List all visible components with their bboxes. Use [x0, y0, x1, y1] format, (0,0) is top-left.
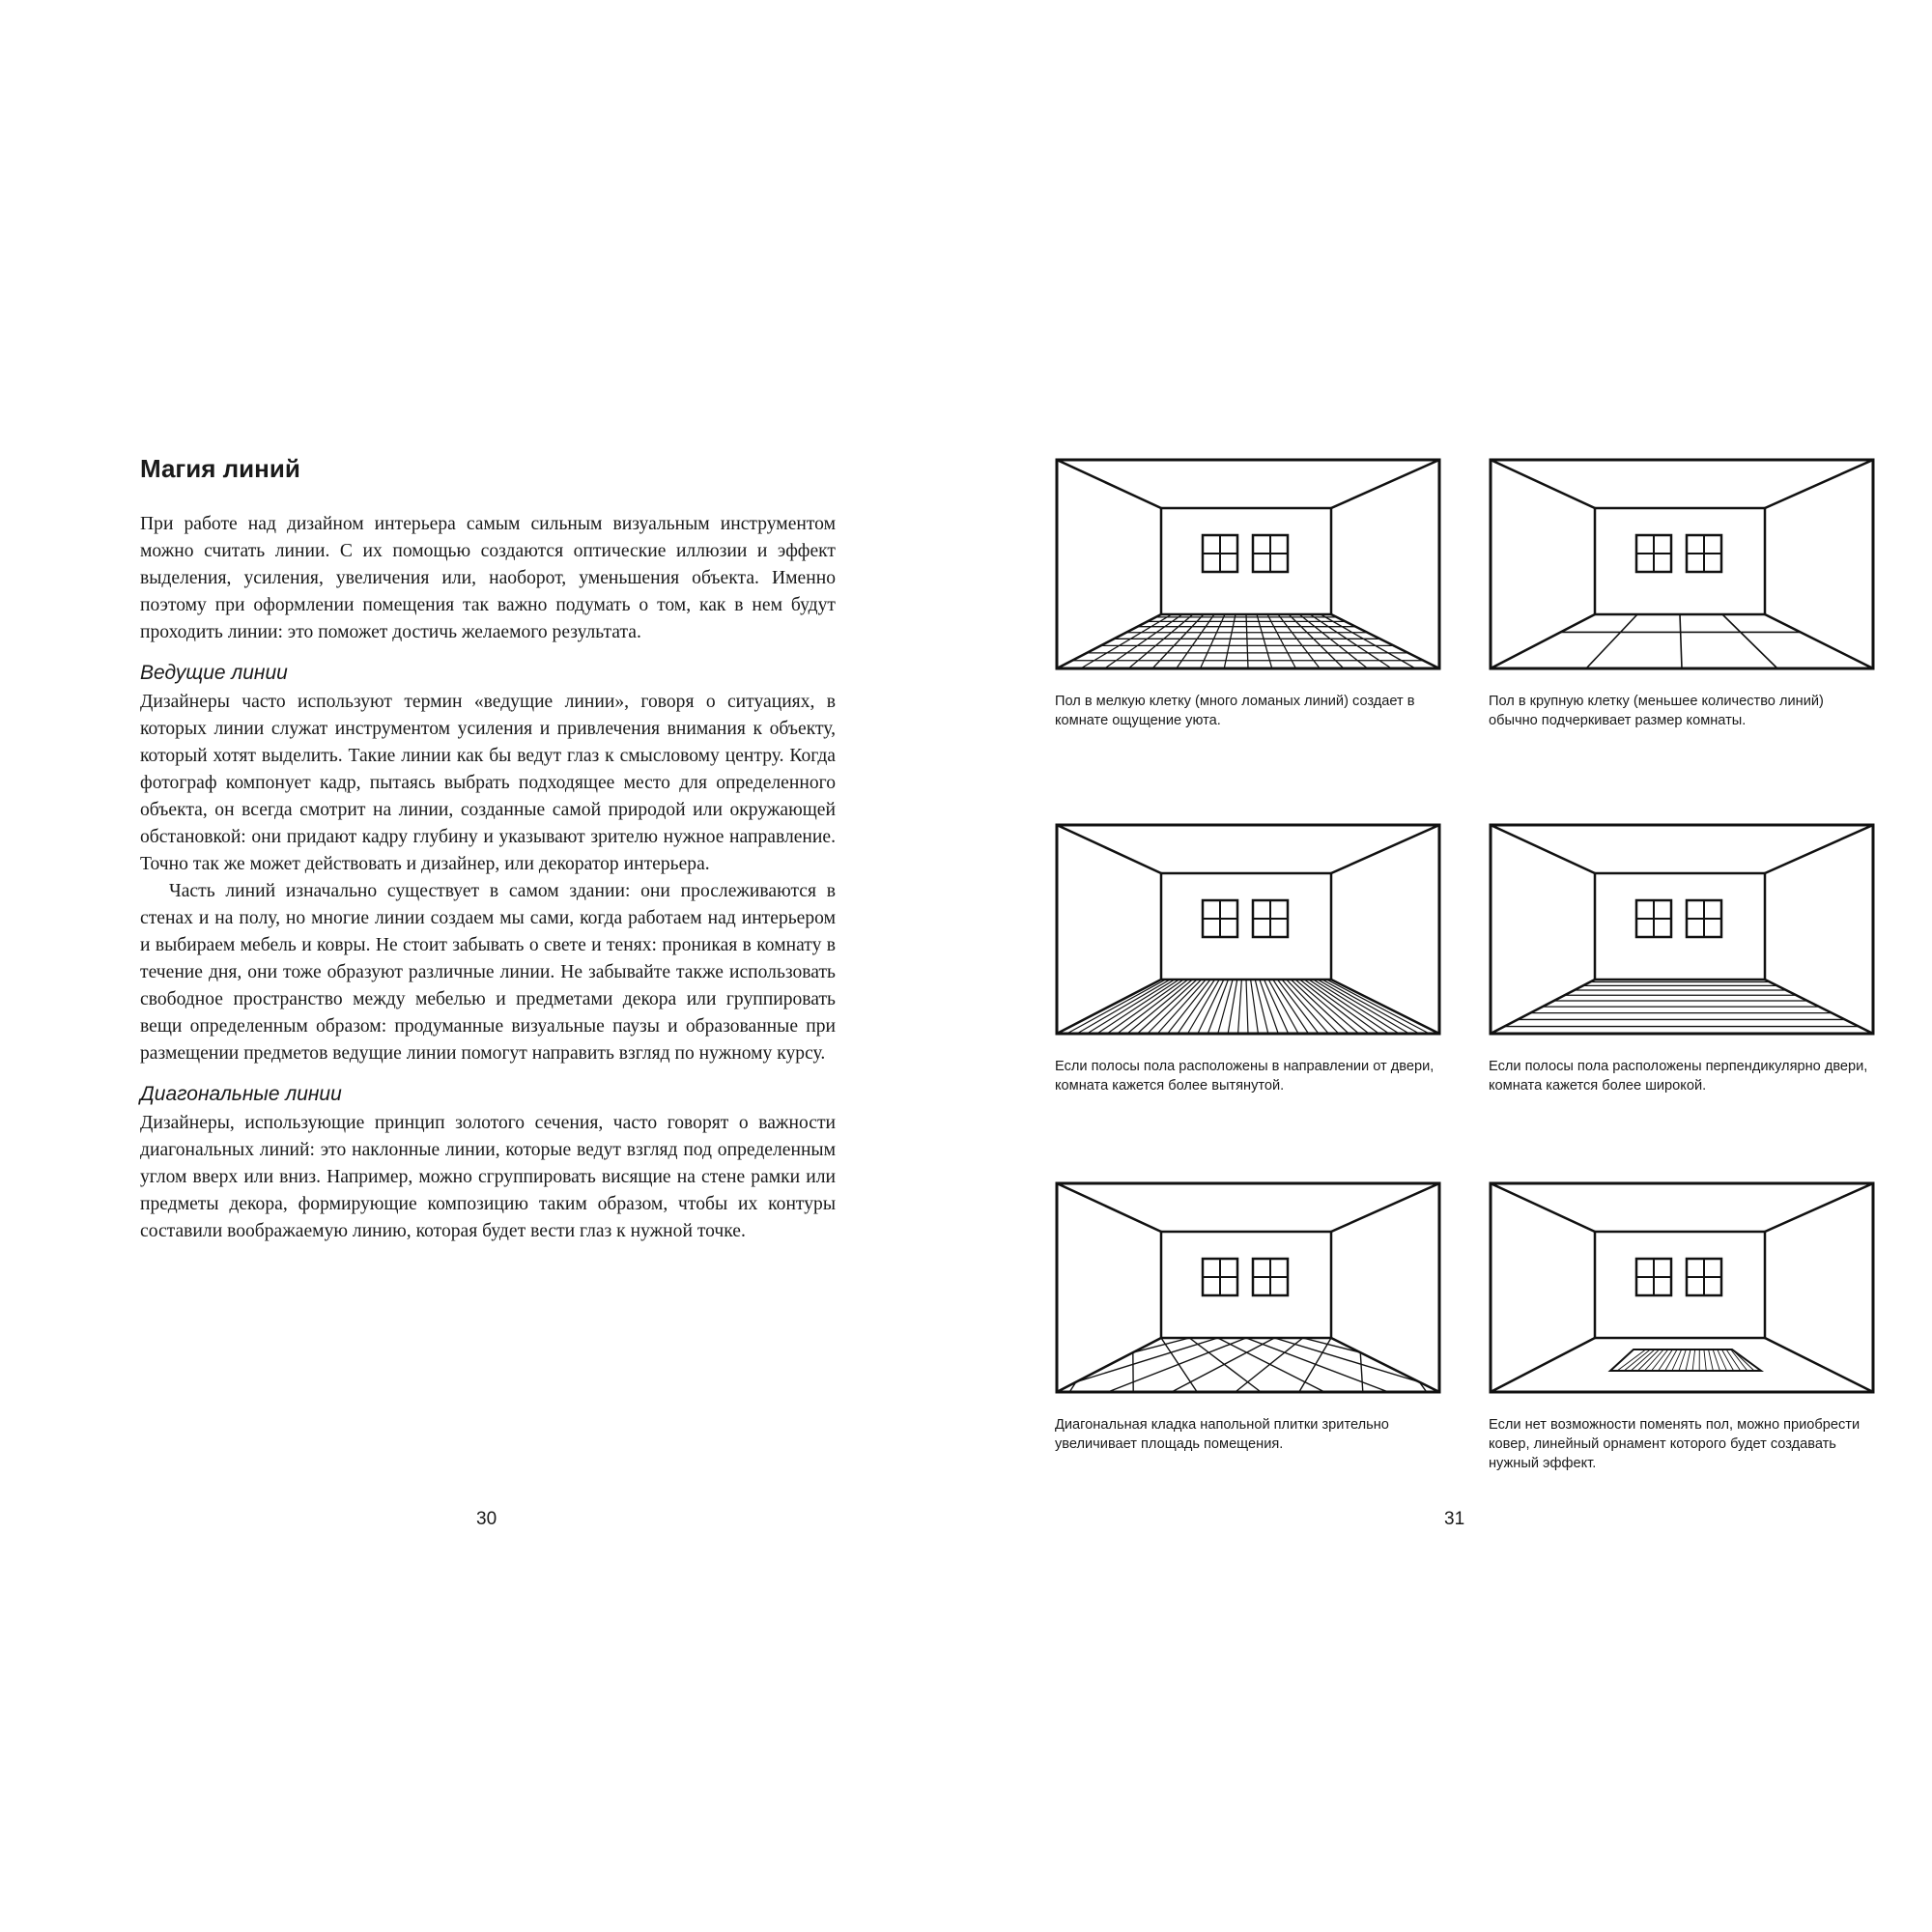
floor-diagonal-line — [1360, 1352, 1363, 1392]
room-illustration — [1489, 1181, 1875, 1394]
room-corner-line — [1331, 825, 1439, 873]
section-diagonal-lines-heading: Диагональные линии — [140, 1083, 342, 1106]
page-number-right: 31 — [1444, 1509, 1465, 1529]
figure-large-grid — [1489, 458, 1875, 730]
room-corner-line — [1491, 460, 1595, 508]
room-outer-frame — [1491, 825, 1873, 1034]
floor-grid-line — [1680, 614, 1682, 668]
room-corner-line — [1491, 1338, 1595, 1392]
rug-stripe-line — [1624, 1350, 1650, 1371]
section-leading-lines-heading: Ведущие линии — [140, 662, 288, 685]
room-corner-line — [1057, 1183, 1161, 1232]
figure-diagonal-tiles — [1055, 1181, 1441, 1454]
rug-stripe-line — [1686, 1350, 1690, 1371]
room-corner-line — [1057, 1338, 1161, 1392]
rug-stripe-line — [1709, 1350, 1714, 1371]
figure-small-grid — [1055, 458, 1441, 730]
floor-grid-line — [1722, 614, 1777, 668]
rug-stripe-line — [1732, 1350, 1754, 1371]
floor-stripe-line — [1087, 980, 1175, 1034]
room-corner-line — [1765, 825, 1873, 873]
rug-stripe-line — [1692, 1350, 1695, 1371]
room-outer-frame — [1491, 460, 1873, 668]
room-corner-line — [1765, 614, 1873, 668]
floor-stripe-line — [1264, 980, 1289, 1034]
page-number-left: 30 — [476, 1509, 497, 1529]
floor-stripe-line — [1066, 980, 1165, 1034]
room-back-wall — [1161, 873, 1331, 980]
room-back-wall — [1161, 1232, 1331, 1338]
room-back-wall — [1161, 508, 1331, 614]
figure-caption: Пол в мелкую клетку (много ломаных линий) создает в комнате ощущение уюта. — [1055, 694, 1415, 728]
floor-diagonal-line — [1218, 1338, 1325, 1392]
figure-caption: Если полосы пола расположены перпендикулярно двери, комната кажется более широкой. — [1489, 1059, 1868, 1094]
room-corner-line — [1765, 460, 1873, 508]
floor-stripe-line — [1300, 980, 1369, 1034]
figure-stripes-horizontal — [1489, 823, 1875, 1095]
figure-striped-rug — [1489, 1181, 1875, 1473]
page-title: Магия линий — [140, 454, 300, 483]
room-outer-frame — [1057, 825, 1439, 1034]
room-outer-frame — [1057, 1183, 1439, 1392]
room-illustration — [1055, 1181, 1441, 1394]
room-back-wall — [1595, 1232, 1765, 1338]
floor-stripe-line — [1273, 980, 1309, 1034]
figure-caption: Если полосы пола расположены в направлении от двери, комната кажется более вытянутой. — [1055, 1059, 1435, 1094]
rug-stripe-line — [1631, 1350, 1655, 1371]
floor-diagonal-line — [1299, 1338, 1331, 1392]
floor-diagonal-line — [1303, 1338, 1361, 1352]
floor-stripe-line — [1322, 980, 1419, 1034]
room-illustration — [1055, 458, 1441, 670]
floor-stripe-line — [1228, 980, 1237, 1034]
figure-caption: Диагональная кладка напольной плитки зрительно увеличивает площадь помещения. — [1055, 1417, 1389, 1452]
floor-grid-line — [1586, 614, 1637, 668]
figure-stripes-depth — [1055, 823, 1441, 1095]
room-back-wall — [1595, 508, 1765, 614]
floor-stripe-line — [1118, 980, 1188, 1034]
floor-diagonal-line — [1133, 1338, 1189, 1352]
room-corner-line — [1331, 1183, 1439, 1232]
room-corner-line — [1057, 825, 1161, 873]
room-corner-line — [1765, 1338, 1873, 1392]
rug-stripe-line — [1721, 1350, 1733, 1371]
room-back-wall — [1595, 873, 1765, 980]
room-illustration — [1055, 823, 1441, 1036]
rug-stripe-line — [1665, 1350, 1677, 1371]
left-page — [140, 454, 836, 1245]
room-corner-line — [1491, 825, 1595, 873]
room-corner-line — [1331, 1338, 1439, 1392]
diagonal-lines-paragraph: Дизайнеры, использующие принцип золотого сечения, часто говорят о важности диагональных линий: это наклонные линии, которые ведут взгляд под определенным углом вверх или вниз. Например, можно сгруппировать висящие на стене рамки или предметы декора, формирующие композицию таким образом, чтобы их контуры составили воображаемую линию, которая будет вести глаз к нужной точке. — [140, 1113, 836, 1242]
floor-stripe-line — [1238, 980, 1242, 1034]
leading-lines-paragraph-2: Часть линий изначально существует в самом здании: они прослеживаются в стенах и на полу, но многие линии создаем мы сами, когда работаем над интерьером и выбираем мебель и ковры. Не стоит забывать о свете и тенях: проникая в комнату в течение дня, они тоже образуют различные линии. Не забывайте также использовать свободное пространство между мебелью и предметами декора или группировать вещи определенным образом: продуманные визуальные паузы и образованные при размещении предметов ведущие линии помогут направить взгляд по нужному курсу. — [140, 881, 836, 1065]
room-illustration — [1489, 823, 1875, 1036]
room-illustration — [1489, 458, 1875, 670]
floor-diagonal-line — [1246, 1338, 1388, 1392]
room-corner-line — [1491, 1183, 1595, 1232]
room-corner-line — [1331, 460, 1439, 508]
intro-paragraph: При работе над дизайном интерьера самым сильным визуальным инструментом можно считать линии. С их помощью создаются оптические иллюзии и эффект выделения, усиления, увеличения или, наоборот, уменьшения объекта. Именно поэтому при оформлении помещения так важно подумать о том, как в нем будут проходить линии: это поможет достичь желаемого результата. — [140, 514, 836, 643]
floor-stripe-line — [1246, 980, 1248, 1034]
figure-caption: Если нет возможности поменять пол, можно приобрести ковер, линейный орнамент которого будет создавать нужный эффект. — [1489, 1417, 1861, 1471]
room-corner-line — [1765, 1183, 1873, 1232]
figure-caption: Пол в крупную клетку (меньшее количество линий) обычно подчеркивает размер комнаты. — [1489, 694, 1824, 728]
leading-lines-paragraph-1: Дизайнеры часто используют термин «ведущие линии», говоря о ситуациях, в которых линии служат инструментом усиления и привлечения внимания к объекту, который хотят выделить. Такие линии как бы ведут глаз к смысловому центру. Когда фотограф компонует кадр, пытаясь выбрать подходящее место для определенного объекта, он всегда смотрит на линии, созданные самой природой или окружающей обстановкой: они придают кадру глубину и указывают зрителю нужное направление. Точно так же может действовать и дизайнер, или декоратор интерьера. — [140, 692, 836, 875]
room-corner-line — [1491, 614, 1595, 668]
floor-stripe-line — [1260, 980, 1278, 1034]
rug-stripe-line — [1704, 1350, 1706, 1371]
floor-stripe-line — [1157, 980, 1206, 1034]
room-corner-line — [1057, 460, 1161, 508]
room-outer-frame — [1057, 460, 1439, 668]
floor-diagonal-line — [1172, 1338, 1275, 1392]
